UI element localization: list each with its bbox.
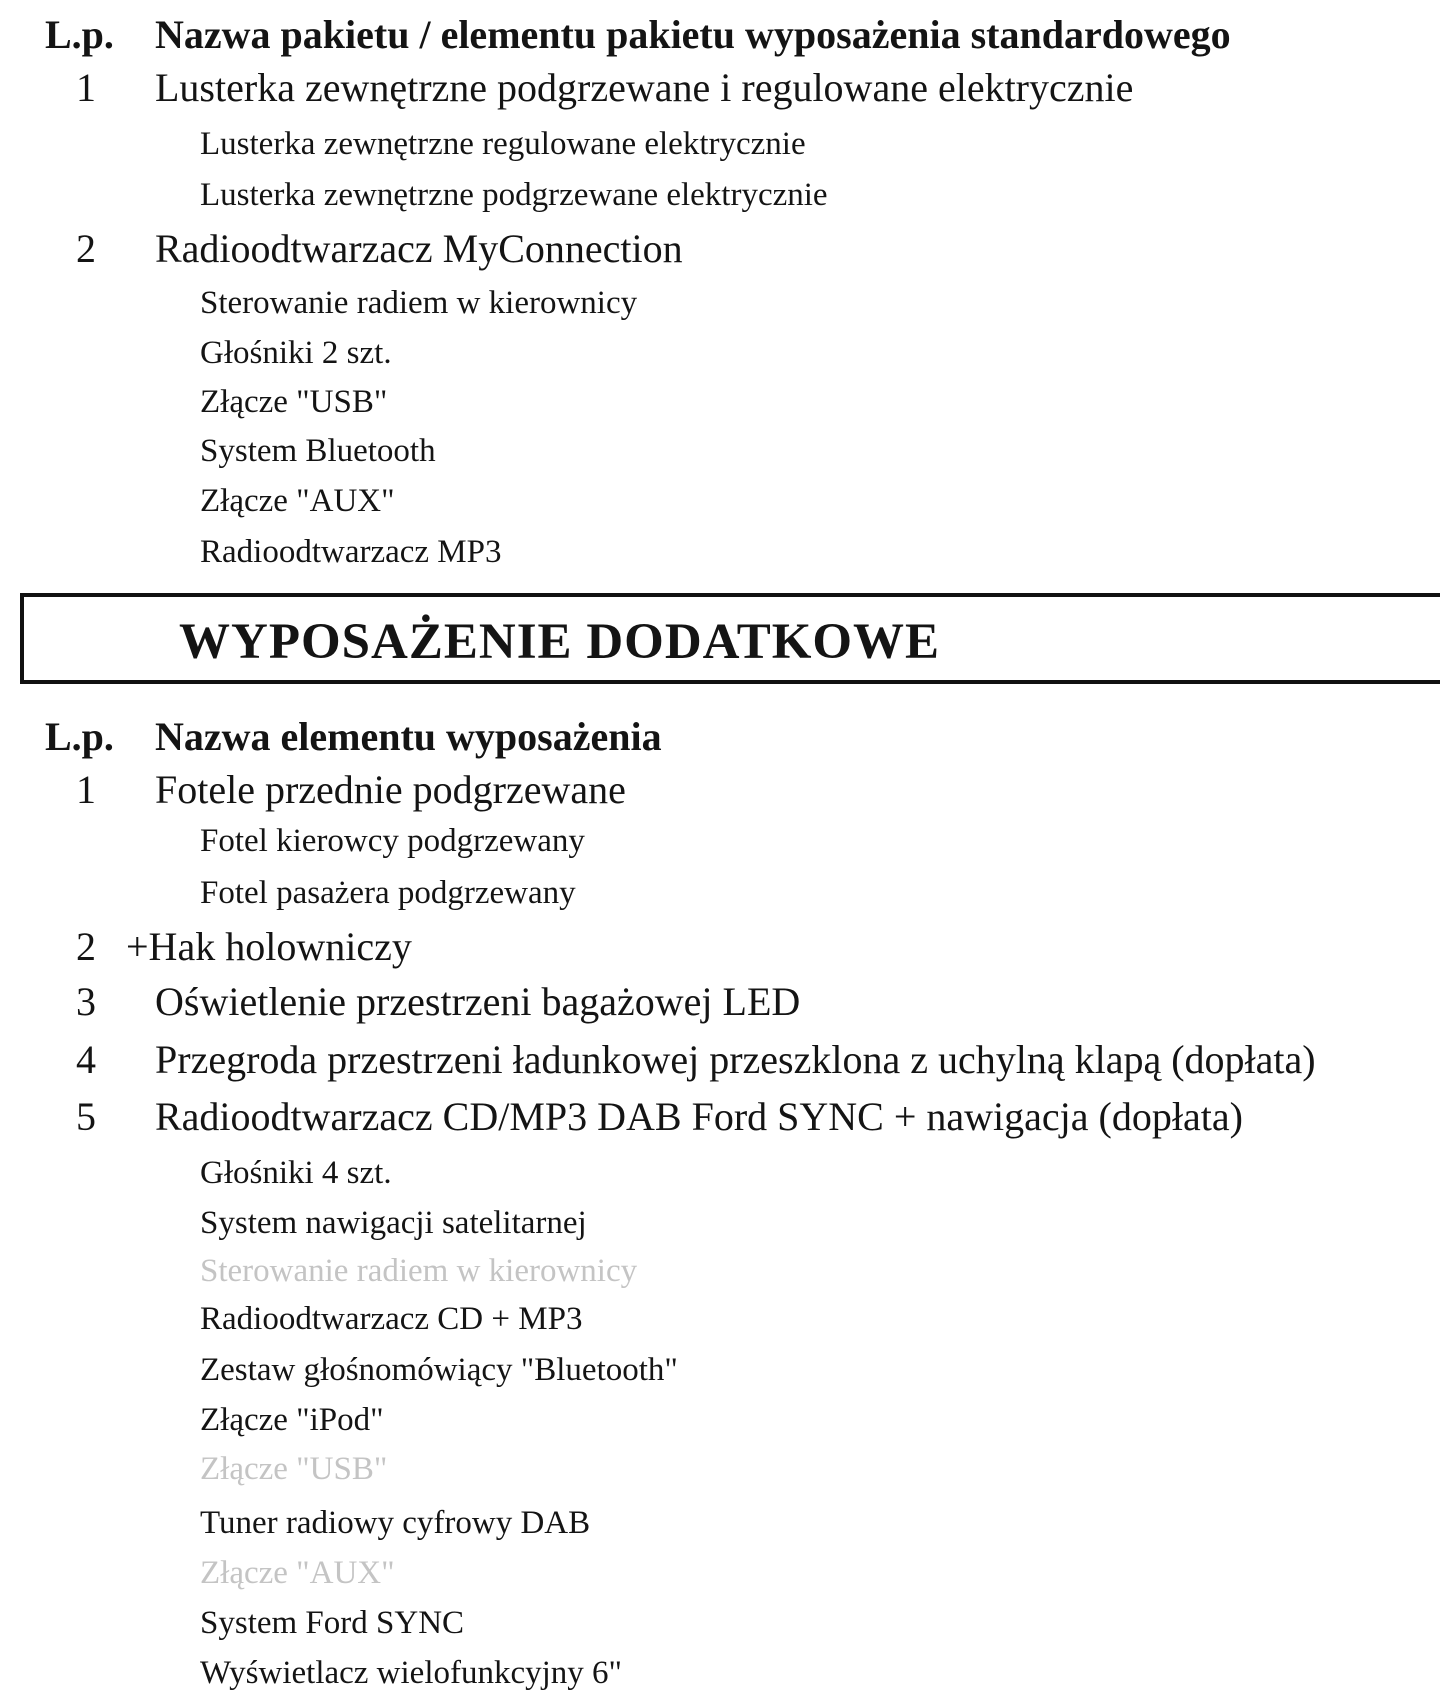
standard-subitem: Złącze "AUX" <box>200 483 395 519</box>
additional-subitem: System Ford SYNC <box>200 1605 465 1641</box>
item-number: 1 <box>76 767 96 812</box>
standard-subitem: Sterowanie radiem w kierownicy <box>200 285 638 321</box>
item-number: 1 <box>76 65 96 110</box>
additional-header-name: Nazwa elementu wyposażenia <box>155 714 662 759</box>
item-number: 2 <box>76 226 96 271</box>
standard-subitem: Złącze "USB" <box>200 384 388 420</box>
additional-subitem: Radioodtwarzacz CD + MP3 <box>200 1301 583 1337</box>
item-label: +Hak holowniczy <box>126 924 412 969</box>
item-number: 3 <box>76 979 96 1024</box>
additional-subitem-faded: Złącze "USB" <box>200 1451 388 1487</box>
additional-subitem: Tuner radiowy cyfrowy DAB <box>200 1505 591 1541</box>
item-number: 4 <box>76 1037 96 1082</box>
item-label: Oświetlenie przestrzeni bagażowej LED <box>155 979 801 1024</box>
standard-header-name: Nazwa pakietu / elementu pakietu wyposażenia standardowego <box>155 12 1231 57</box>
additional-subitem: Fotel pasażera podgrzewany <box>200 875 576 911</box>
standard-subitem: System Bluetooth <box>200 433 436 469</box>
additional-subitem: Złącze "iPod" <box>200 1402 384 1438</box>
additional-subitem: Wyświetlacz wielofunkcyjny 6" <box>200 1655 623 1691</box>
additional-subitem: Głośniki 4 szt. <box>200 1155 392 1191</box>
standard-subitem: Lusterka zewnętrzne regulowane elektrycznie <box>200 126 806 162</box>
item-number: 5 <box>76 1094 96 1139</box>
additional-subitem-faded: Sterowanie radiem w kierownicy <box>200 1253 638 1289</box>
additional-subitem-faded: Złącze "AUX" <box>200 1555 395 1591</box>
section-title: WYPOSAŻENIE DODATKOWE <box>179 614 941 670</box>
item-label: Przegroda przestrzeni ładunkowej przeszklona z uchylną klapą (dopłata) <box>155 1037 1316 1082</box>
additional-subitem: Fotel kierowcy podgrzewany <box>200 823 585 859</box>
item-label: Radioodtwarzacz CD/MP3 DAB Ford SYNC + nawigacja (dopłata) <box>155 1094 1243 1139</box>
additional-subitem: System nawigacji satelitarnej <box>200 1205 587 1241</box>
additional-header-lp: L.p. <box>45 714 114 759</box>
item-label: Fotele przednie podgrzewane <box>155 767 626 812</box>
standard-subitem: Lusterka zewnętrzne podgrzewane elektrycznie <box>200 177 828 213</box>
standard-header-lp: L.p. <box>45 12 114 57</box>
standard-subitem: Głośniki 2 szt. <box>200 335 392 371</box>
item-label: Lusterka zewnętrzne podgrzewane i regulowane elektrycznie <box>155 65 1134 110</box>
item-number: 2 <box>76 924 96 969</box>
item-label: Radioodtwarzacz MyConnection <box>155 226 683 271</box>
standard-subitem: Radioodtwarzacz MP3 <box>200 534 502 570</box>
section-title-box <box>20 593 1440 684</box>
additional-subitem: Zestaw głośnomówiący "Bluetooth" <box>200 1352 678 1388</box>
